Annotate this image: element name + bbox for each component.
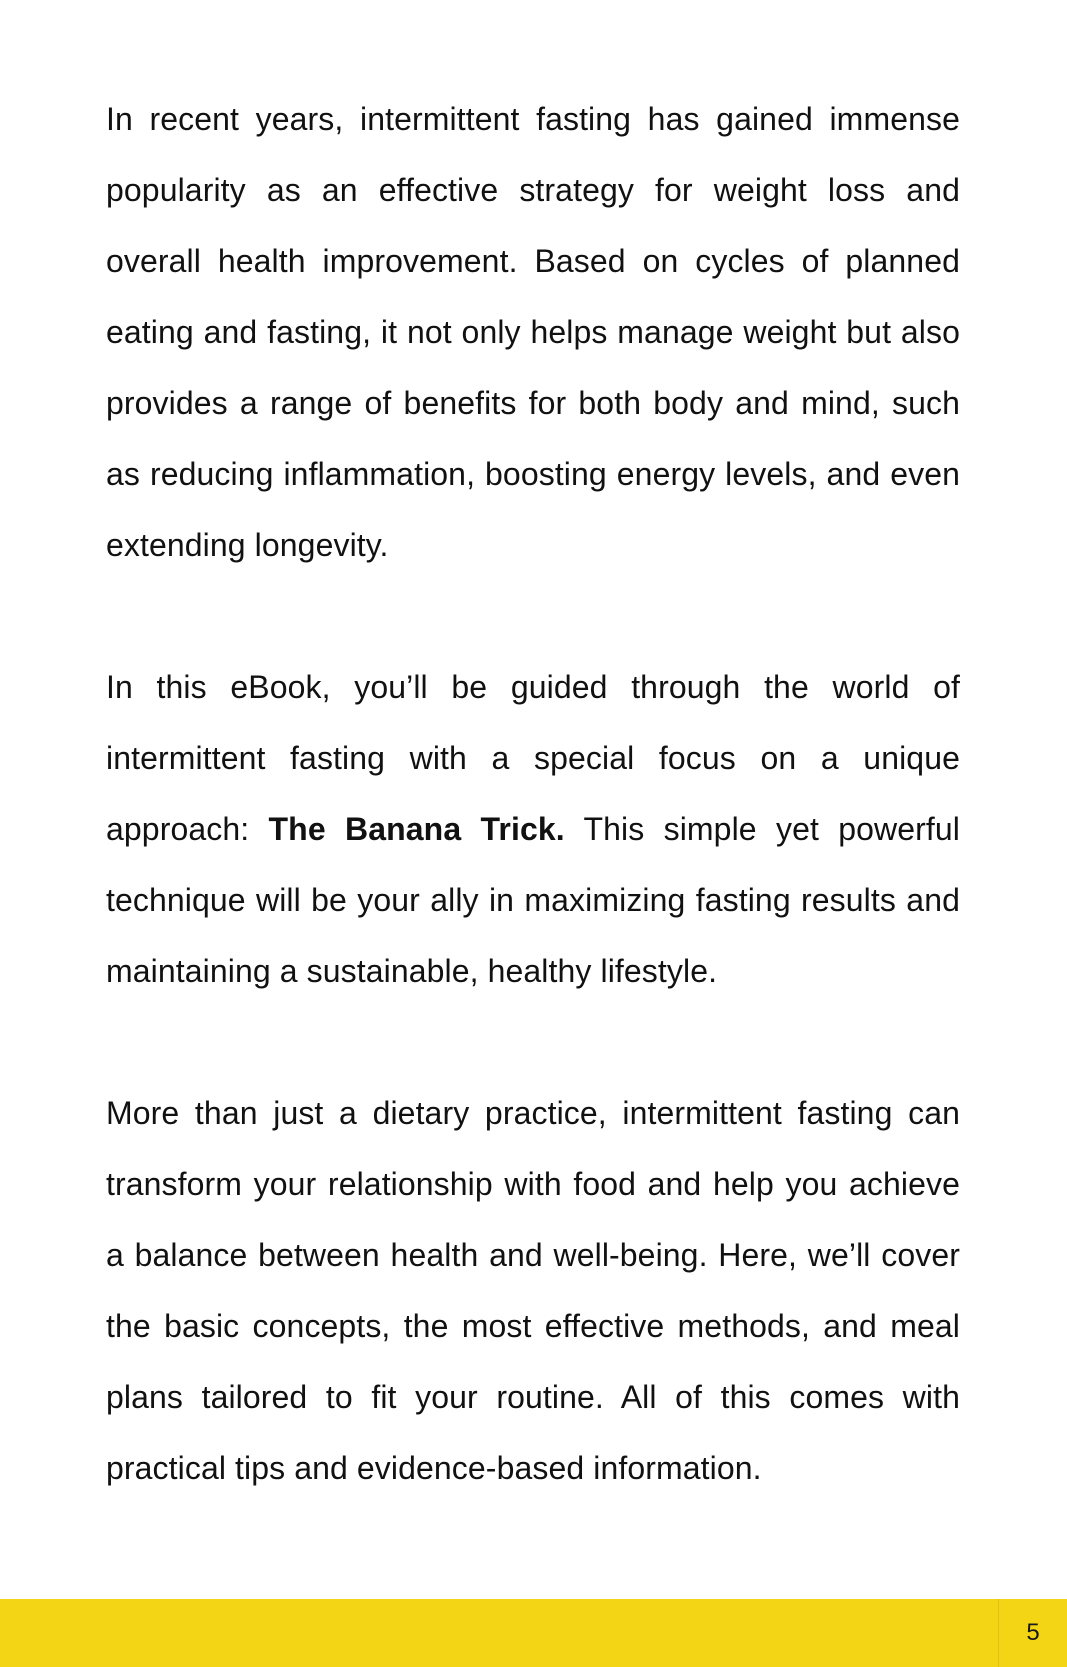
page-content xyxy=(106,84,960,1504)
intro-paragraph: In recent years, intermittent fasting has gained immense popularity as an effective strategy for weight loss and overall health improvement. Based on cycles of planned eating and fasting, it not only helps manage weight but also provides a range of benefits for both body and mind, such as reducing inflammation, boosting energy levels, and even extending longevity. xyxy=(106,101,960,563)
banana-trick-highlight: The Banana Trick. xyxy=(268,811,565,847)
page-number: 5 xyxy=(1026,1619,1040,1646)
banana-trick-intro-text: In this eBook, you’ll be guided through the world of intermittent fasting with a special focus on a unique approach: xyxy=(106,669,960,847)
page-footer-bar xyxy=(0,1599,1067,1667)
banana-trick-description: This simple yet powerful technique will be your ally in maximizing fasting results and maintaining a sustainable, healthy lifestyle. xyxy=(106,811,961,989)
page-number-box xyxy=(998,1599,1067,1667)
banana-trick-paragraph xyxy=(106,652,960,1007)
dietary-practice-paragraph: More than just a dietary practice, intermittent fasting can transform your relationship with food and help you achieve a balance between health and well-being. Here, we’ll cover the basic concepts, the most effective methods, and meal plans tailored to fit your routine. All of this comes with practical tips and evidence-based information. xyxy=(106,1095,960,1486)
